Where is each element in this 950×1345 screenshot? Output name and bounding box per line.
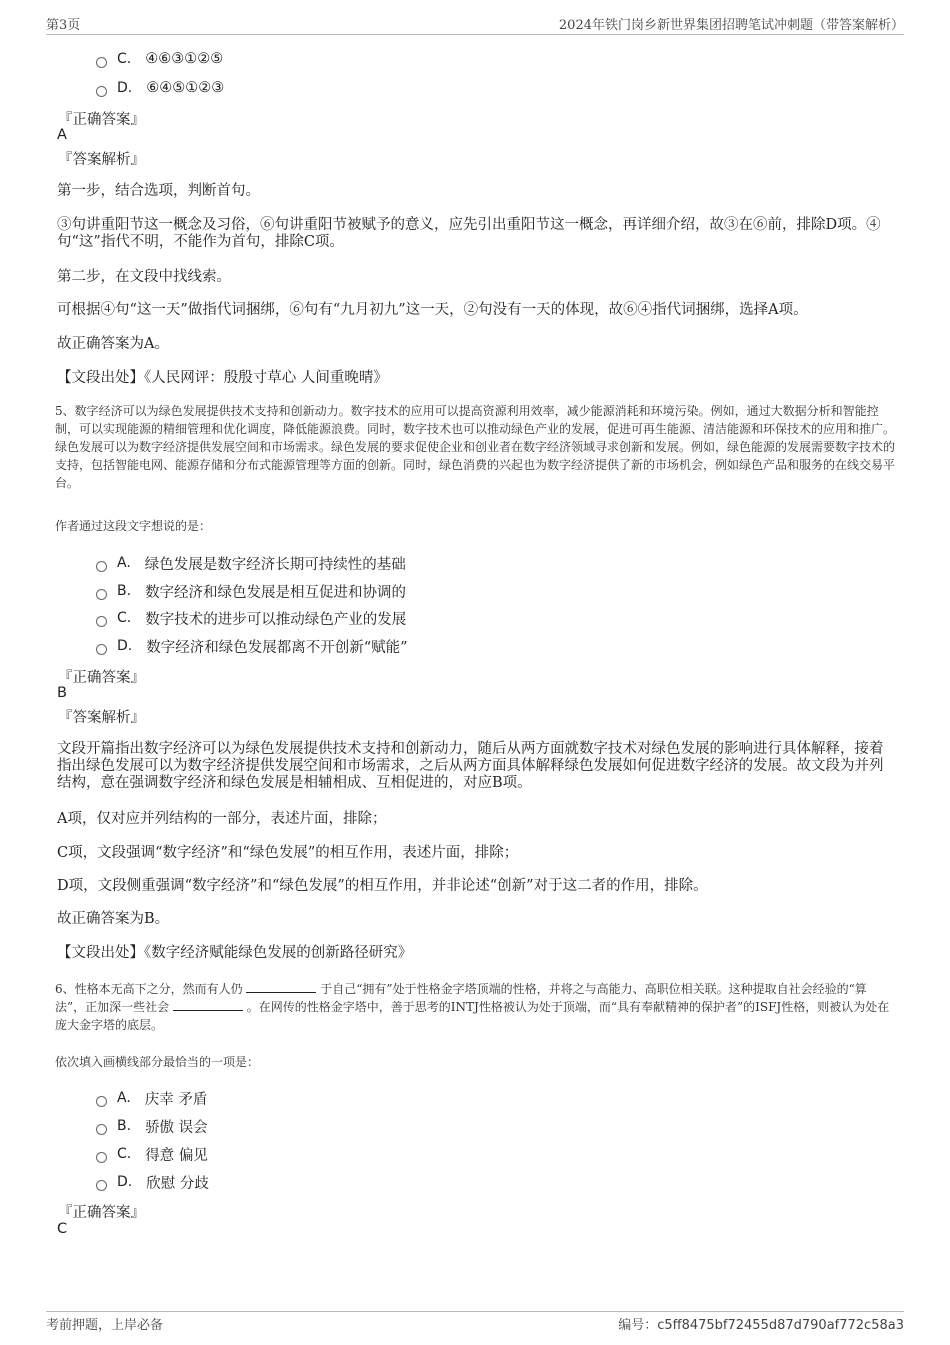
footer-id-label: 编号： <box>618 1318 658 1333</box>
q5-analysis-d: D项，文段侧重强调“数字经济”和“绿色发展”的相互作用，并非论述“创新”对于这二者的作用，排除。 <box>57 878 708 894</box>
radio-icon[interactable] <box>96 1124 107 1135</box>
option-text: 绿色发展是数字经济长期可持续性的基础 <box>144 556 406 573</box>
page-number: 第3页 <box>46 18 81 33</box>
option-text: ④⑥③①②⑤ <box>145 51 224 67</box>
option-text: 庆幸 矛盾 <box>144 1091 208 1108</box>
option-text: 得意 偏见 <box>145 1147 208 1164</box>
q5-source: 【文段出处】《数字经济赋能绿色发展的创新路径研究》 <box>57 945 413 961</box>
document-title: 2024年铁门岗乡新世界集团招聘笔试冲刺题（带答案解析） <box>558 18 904 33</box>
q5-option-c[interactable] <box>96 607 406 629</box>
radio-icon[interactable] <box>96 86 107 97</box>
option-letter: C. <box>117 610 132 626</box>
footer-slogan: 考前押题，上岸必备 <box>46 1318 164 1333</box>
q4-analysis-label: 『答案解析』 <box>58 152 145 168</box>
option-text: ⑥④⑤①②③ <box>146 80 225 96</box>
q5-question: 作者通过这段文字想说的是： <box>55 519 212 533</box>
header-divider <box>46 34 904 35</box>
q4-analysis-para2: ③句讲重阳节这一概念及习俗，⑥句讲重阳节被赋予的意义，应先引出重阳节这一概念，再详细介绍，故③在⑥前，排除D项。④句“这”指代不明，不能作为首句，排除C项。 <box>57 217 881 250</box>
option-letter: C. <box>117 51 132 67</box>
footer-id <box>618 1314 904 1333</box>
footer-id-code: c5ff8475bf72455d87d790af772c58a3 <box>657 1318 904 1333</box>
option-letter: A. <box>117 555 131 571</box>
radio-icon[interactable] <box>96 616 107 627</box>
q5-answer: B <box>57 685 67 701</box>
radio-icon[interactable] <box>96 1152 107 1163</box>
option-letter: B. <box>117 583 132 599</box>
option-letter: C. <box>117 1146 132 1162</box>
option-letter: A. <box>117 1090 131 1106</box>
q6-option-b[interactable] <box>96 1115 208 1137</box>
q5-stem: 5、数字经济可以为绿色发展提供技术支持和创新动力。数字技术的应用可以提高资源利用效率，减少能源消耗和环境污染。例如，通过大数据分析和智能控制，可以实现能源的精细管理和优化调度，降低能源浪费。同时，数字技术也可以推动绿色产业的发展，促进可再生能源、清洁能源和环保技术的应用和推广。绿色发展可以为数字经济提供发展空间和市场需求。绿色发展的要求促使企业和创业者在数字经济领域寻求创新和发展。例如，绿色能源的发展需要数字技术的支持，包括智能电网、能源存储和分布式能源管理等方面的创新。同时，绿色消费的兴起也为数字经济提供了新的市场机会，例如绿色产品和服务的在线交易平台。 <box>55 404 896 490</box>
q4-answer: A <box>57 127 67 143</box>
q6-answer: C <box>57 1221 68 1237</box>
option-letter: D. <box>117 638 133 654</box>
q6-stem-part2: 于自己“拥有”处于性格金字塔顶端的性格，并将之与高能力、高职位相关联。这种提取自社会经验的“算法”，正加深一些社会 <box>55 982 867 1014</box>
q5-option-b[interactable] <box>96 580 406 602</box>
q5-conclusion: 故正确答案为B。 <box>57 911 170 927</box>
option-text: 数字技术的进步可以推动绿色产业的发展 <box>145 611 407 628</box>
radio-icon[interactable] <box>96 644 107 655</box>
q4-conclusion: 故正确答案为A。 <box>57 336 169 352</box>
q4-option-c[interactable] <box>96 48 223 70</box>
option-letter: D. <box>117 1174 133 1190</box>
q5-answer-label: 『正确答案』 <box>58 670 145 686</box>
q5-option-a[interactable] <box>96 552 406 574</box>
footer-divider <box>46 1311 904 1312</box>
option-text: 欣慰 分歧 <box>146 1175 209 1192</box>
option-text: 数字经济和绿色发展都离不开创新“赋能” <box>146 639 408 656</box>
q4-answer-label: 『正确答案』 <box>58 112 145 128</box>
fill-blank-2 <box>173 998 243 1011</box>
fill-blank-1 <box>246 980 316 993</box>
radio-icon[interactable] <box>96 1180 107 1191</box>
q6-stem <box>55 980 895 1034</box>
q6-answer-label: 『正确答案』 <box>58 1205 145 1221</box>
option-text: 数字经济和绿色发展是相互促进和协调的 <box>145 584 407 601</box>
q4-source: 【文段出处】《人民网评：殷殷寸草心 人间重晚晴》 <box>57 370 388 386</box>
q4-analysis-step2: 第二步，在文段中找线索。 <box>57 269 231 285</box>
q5-option-d[interactable] <box>96 635 408 657</box>
q5-analysis-main: 文段开篇指出数字经济可以为绿色发展提供技术支持和创新动力，随后从两方面就数字技术对绿色发展的影响进行具体解释，接着指出绿色发展可以为数字经济提供发展空间和市场需求，之后从两方面具体解释绿色发展如何促进数字经济的发展。故文段为并列结构，意在强调数字经济和绿色发展是相辅相成、互相促进的，对应B项。 <box>57 741 884 791</box>
radio-icon[interactable] <box>96 57 107 68</box>
option-letter: D. <box>117 80 133 96</box>
q6-option-c[interactable] <box>96 1143 208 1165</box>
option-letter: B. <box>117 1118 132 1134</box>
q4-analysis-step1: 第一步，结合选项，判断首句。 <box>57 183 260 199</box>
radio-icon[interactable] <box>96 589 107 600</box>
radio-icon[interactable] <box>96 1096 107 1107</box>
radio-icon[interactable] <box>96 561 107 572</box>
q5-analysis-a: A项，仅对应并列结构的一部分，表述片面，排除； <box>57 811 387 827</box>
q5-analysis-c: C项，文段强调“数字经济”和“绿色发展”的相互作用，表述片面，排除； <box>57 845 519 861</box>
q6-option-a[interactable] <box>96 1087 207 1109</box>
q5-analysis-label: 『答案解析』 <box>58 710 145 726</box>
q4-analysis-para4: 可根据④句“这一天”做指代词捆绑，⑥句有“九月初九”这一天，②句没有一天的体现，故⑥④指代词捆绑，选择A项。 <box>57 302 808 318</box>
q6-stem-part1: 6、性格本无高下之分，然而有人仍 <box>55 982 243 996</box>
q6-stem-part3: 。在网传的性格金字塔中，善于思考的INTJ性格被认为处于顶端，而“具有奉献精神的保护者”的ISFJ性格，则被认为处在庞大金字塔的底层。 <box>55 1000 890 1032</box>
q6-option-d[interactable] <box>96 1171 209 1193</box>
option-text: 骄傲 误会 <box>145 1119 208 1136</box>
q6-question: 依次填入画横线部分最恰当的一项是： <box>55 1055 260 1069</box>
q4-option-d[interactable] <box>96 77 224 99</box>
